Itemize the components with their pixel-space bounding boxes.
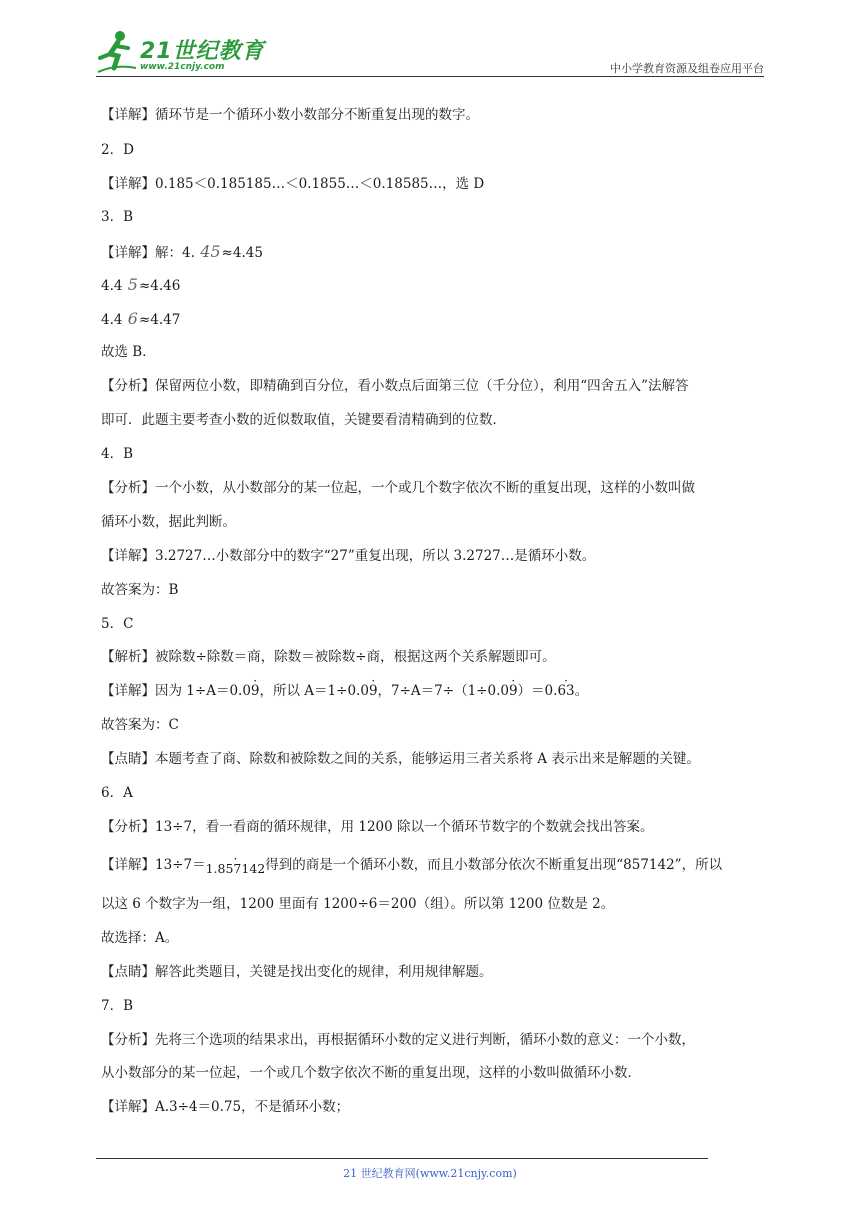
text-segment: 【详解】解：4. <box>101 245 195 261</box>
repeating-digit: · 9 <box>251 682 260 700</box>
logo-url: www.21cnjy.com <box>140 62 225 72</box>
runner-logo-icon <box>96 28 140 74</box>
logo <box>96 28 266 78</box>
text-line: 【点睛】解答此类题目，关键是找出变化的规律，利用规律解题。 <box>101 964 493 980</box>
footer-divider <box>96 1158 708 1159</box>
text-line: 故选 B． <box>101 344 156 360</box>
text-line: 循环小数，据此判断。 <box>101 514 236 530</box>
text-line: 【分析】一个小数，从小数部分的某一位起，一个或几个数字依次不断的重复出现，这样的小数叫做 <box>101 480 695 496</box>
text-line: 【详解】循环节是一个循环小数小数部分不断重复出现的数字。 <box>101 107 479 123</box>
text-line <box>101 682 588 700</box>
header-platform-name: 中小学教育资源及组卷应用平台 <box>610 62 764 75</box>
text-segment: 4.4 <box>101 278 123 294</box>
text-line <box>101 276 180 295</box>
repeating-digit: · 9 <box>509 682 518 700</box>
text-segment: ）＝0. <box>517 683 558 699</box>
repeating-decimal: · 1.857142 <box>206 860 266 878</box>
text-segment: 4.4 <box>101 312 123 328</box>
repeating-digits: 5 <box>127 275 138 294</box>
text-segment: ≈4.46 <box>138 278 181 294</box>
text-line: 4．B <box>101 446 134 462</box>
text-line: 从小数部分的某一位起，一个或几个数字依次不断的重复出现，这样的小数叫做循环小数． <box>101 1065 641 1081</box>
text-line: 5．C <box>101 616 134 632</box>
text-line: 3．B <box>101 209 134 225</box>
footer-text: 21 世纪教育网(www.21cnjy.com) <box>343 1167 517 1180</box>
text-segment: ≈4.45 <box>221 245 263 261</box>
text-line: 以这 6 个数字为一组，1200 里面有 1200÷6＝200（组）。所以第 1200 位数是 2。 <box>101 896 615 912</box>
logo-text: 21世纪教育 <box>140 39 265 64</box>
text-segment: 得到的商是一个循环小数，而且小数部分依次不断重复出现“857142”，所以 <box>265 857 723 873</box>
text-line: 【分析】13÷7，看一看商的循环规律，用 1200 除以一个循环节数字的个数就会找出答案。 <box>101 819 654 835</box>
text-line: 【详解】3.2727…小数部分中的数字“27”重复出现，所以 3.2727…是循环小数。 <box>101 548 596 564</box>
repeating-digit: · 9 <box>369 682 378 700</box>
text-line <box>101 856 722 874</box>
text-line <box>101 310 180 329</box>
text-segment: ≈4.47 <box>138 312 181 328</box>
repeating-digits: 6 <box>127 309 138 328</box>
text-segment: 。 <box>574 683 589 699</box>
text-segment: 【详解】因为 1÷A＝0.0 <box>101 683 251 699</box>
text-line: 【分析】保留两位小数，即精确到百分位，看小数点后面第三位（千分位），利用“四舍五入”法解答 <box>101 378 689 394</box>
text-line <box>101 243 263 262</box>
text-line: 【详解】0.185＜0.185185…＜0.1855…＜0.18585…，选 D <box>101 176 485 192</box>
repeating-digits: 45 <box>200 242 221 261</box>
text-line: 故选择：A。 <box>101 930 179 946</box>
repeating-digits: · 63 <box>557 682 574 700</box>
text-line: 【解析】被除数÷除数＝商，除数＝被除数÷商，根据这两个关系解题即可。 <box>101 649 556 665</box>
text-line: 2．D <box>101 142 134 158</box>
text-line: 即可．此题主要考查小数的近似数取值，关键要看清精确到的位数． <box>101 412 506 428</box>
text-segment: ，所以 A＝1÷0.0 <box>259 683 369 699</box>
text-line: 【详解】A.3÷4＝0.75，不是循环小数； <box>101 1099 350 1115</box>
text-line: 【点睛】本题考查了商、除数和被除数之间的关系，能够运用三者关系将 A 表示出来是解题的关键。 <box>101 751 700 767</box>
text-line: 6．A <box>101 785 133 801</box>
text-segment: ，7÷A＝7÷（1÷0.0 <box>377 683 509 699</box>
header-divider <box>96 76 764 77</box>
page-header <box>96 28 764 78</box>
text-line: 【分析】先将三个选项的结果求出，再根据循环小数的定义进行判断，循环小数的意义：一个小数， <box>101 1032 695 1048</box>
text-line: 故答案为：B <box>101 582 179 598</box>
text-line: 7．B <box>101 998 134 1014</box>
text-line: 故答案为：C <box>101 717 179 733</box>
text-segment: 【详解】13÷7＝ <box>101 857 206 873</box>
